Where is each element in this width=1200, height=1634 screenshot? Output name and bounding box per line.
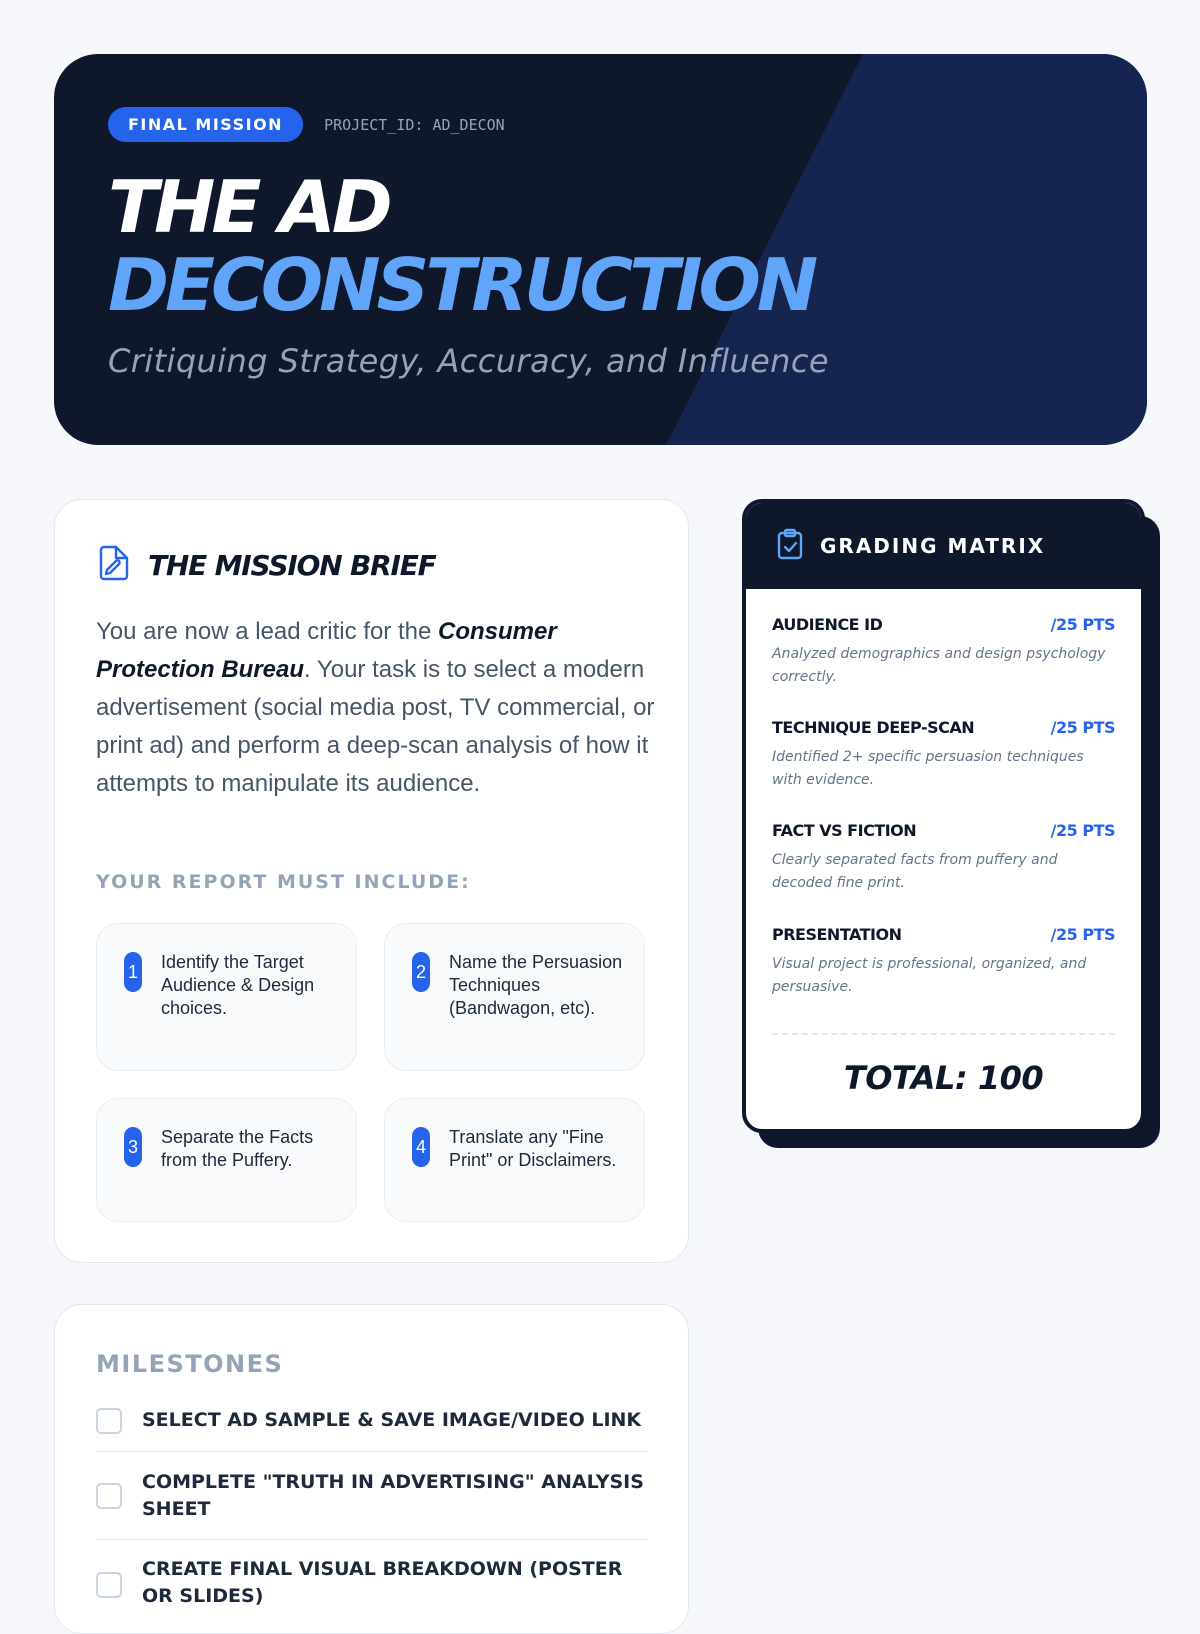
requirement-card [384,923,645,1071]
page-title-line1: THE AD [108,165,389,249]
requirements-label: YOUR REPORT MUST INCLUDE: [96,871,471,893]
project-id: PROJECT_ID: AD_DECON [324,115,505,134]
page-title-line2: DECONSTRUCTION [108,243,815,327]
requirement-number: 4 [412,1127,430,1167]
criterion-description: Identified 2+ specific persuasion techniques with evidence. [772,749,1084,788]
criterion-points: /25 PTS [1050,718,1115,737]
criterion-description: Analyzed demographics and design psychology correctly. [772,646,1106,685]
criterion-description: Clearly separated facts from puffery and decoded fine print. [772,852,1058,891]
total-divider [772,1033,1115,1035]
milestone-label: SELECT AD SAMPLE & SAVE IMAGE/VIDEO LINK [142,1409,642,1431]
requirement-number: 1 [124,952,142,992]
criterion-fact-vs-fiction [772,821,1115,895]
criterion-points: /25 PTS [1050,821,1115,840]
milestone-checkbox[interactable] [96,1572,122,1598]
mission-brief-text: You are now a lead critic for the Consumer Protection Bureau. Your task is to select a modern advertisement (social media post, TV commercial, or print ad) and perform a deep-scan analysis of how it attempts to manipulate its audience. [96,618,655,797]
criterion-name: AUDIENCE ID [772,615,883,634]
criterion-name: PRESENTATION [772,925,902,944]
clipboard-check-icon [776,528,804,565]
requirement-text: Separate the Facts from the Puffery. [161,1127,314,1170]
criterion-presentation [772,925,1115,999]
milestones-card [54,1304,689,1634]
criterion-name: TECHNIQUE DEEP-SCAN [772,718,975,737]
bureau-name: Consumer Protection Bureau [96,618,557,683]
criterion-points: /25 PTS [1050,615,1115,634]
grading-matrix-card [742,499,1145,1133]
criterion-audience-id [772,615,1115,689]
page-subtitle: Critiquing Strategy, Accuracy, and Influence [108,342,829,380]
requirement-card [96,1098,357,1222]
criterion-points: /25 PTS [1050,925,1115,944]
file-pen-icon [96,544,132,587]
milestones-title: MILESTONES [96,1350,284,1378]
milestone-item[interactable] [96,1544,648,1632]
requirement-number: 2 [412,952,430,992]
requirement-text: Name the Persuasion Techniques (Bandwagon, etc). [449,952,623,1018]
requirement-text: Translate any "Fine Print" or Disclaimers. [449,1127,617,1170]
grading-matrix-header [746,503,1141,589]
milestone-item[interactable] [96,1390,648,1452]
requirement-card [96,923,357,1071]
milestone-checkbox[interactable] [96,1408,122,1434]
mission-brief-title: THE MISSION BRIEF [148,549,436,582]
total-score: TOTAL: 100 [843,1059,1044,1097]
milestone-label: CREATE FINAL VISUAL BREAKDOWN (POSTER OR SLIDES) [142,1558,623,1607]
hero-banner [54,54,1147,445]
grading-matrix-title: GRADING MATRIX [820,534,1046,558]
criterion-name: FACT VS FICTION [772,821,917,840]
mission-brief-card [54,499,689,1263]
criterion-description: Visual project is professional, organized, and persuasive. [772,956,1087,995]
criterion-technique-deep-scan [772,718,1115,792]
requirement-number: 3 [124,1127,142,1167]
final-mission-badge: FINAL MISSION [108,107,303,142]
milestone-item[interactable] [96,1452,648,1540]
milestone-label: COMPLETE "TRUTH IN ADVERTISING" ANALYSIS SHEET [142,1470,644,1520]
requirement-text: Identify the Target Audience & Design choices. [161,952,315,1018]
milestone-checkbox[interactable] [96,1483,122,1509]
requirement-card [384,1098,645,1222]
